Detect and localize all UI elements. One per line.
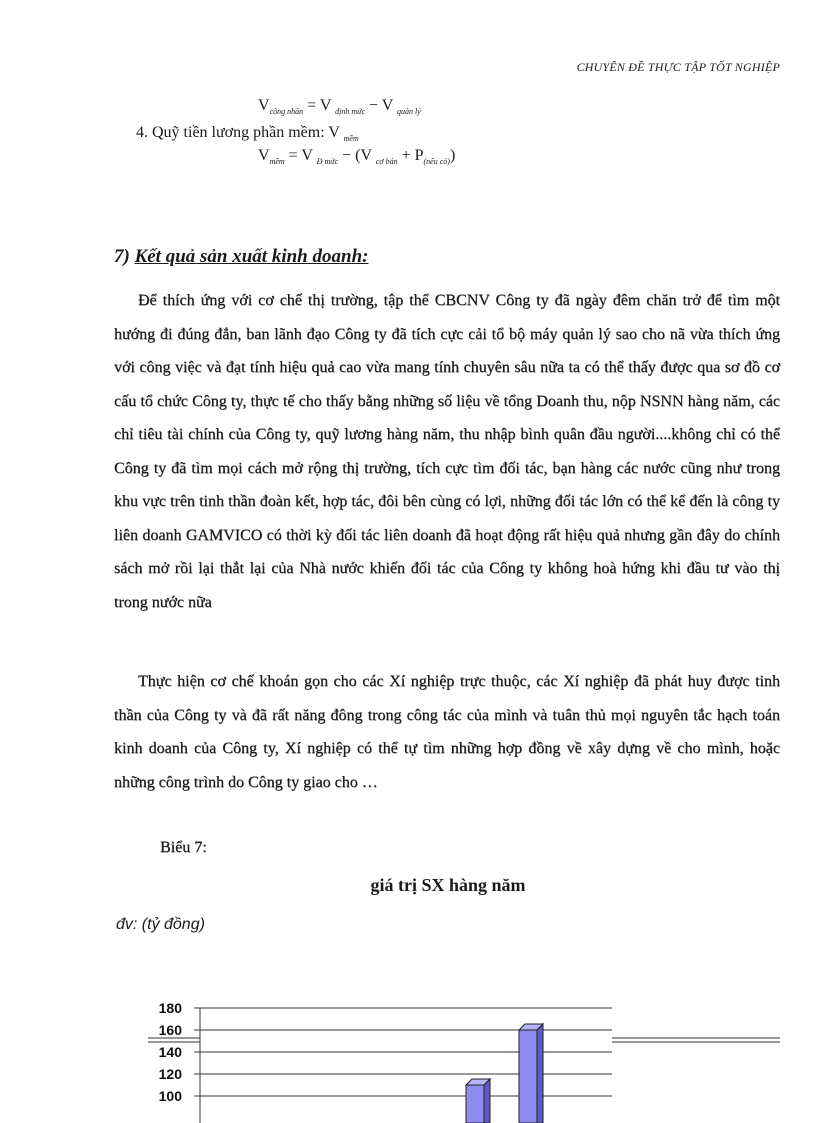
formula-heading-soft-salary: 4. Quỹ tiền lương phần mềm: V $_{mềm}$ bbox=[136, 124, 359, 144]
bar bbox=[519, 1030, 537, 1123]
y-tick-label: 180 bbox=[158, 1000, 182, 1016]
y-tick-label: 140 bbox=[158, 1044, 182, 1060]
section-heading bbox=[114, 246, 368, 268]
bar-side bbox=[537, 1024, 543, 1123]
paragraph-business-results: Để thích ứng với cơ chế thị trường, tập thể CBCNV Công ty đã ngày đêm chăn trở để tìm một hướng đi đúng đắn, ban lãnh đạo Công ty đã tích cực cải tổ bộ máy quản lý sao cho nã vừa thích ứng với công việc và đạt tính hiệu quả cao vừa mang tính chuyên sâu nữa ta có thể thấy được qua sơ đồ cơ cấu tổ chức Công ty, thực tế cho thấy bằng những số liệu về tổng Doanh thu, nộp NSNN hàng năm, các chỉ tiêu tài chính của Công ty, quỹ lương hàng năm, thu nhập bình quân đầu người....không chỉ có thể Công ty đã tìm mọi cách mở rộng thị trường, tích cực tìm đối tác, bạn hàng các nước cũng như trong khu vực trên tinh thần đoàn kết, hợp tác, đôi bên cùng có lợi, những đối tác lớn có thể kể đến là công ty liên doanh GAMVICO có thời kỳ đối tác liên doanh đã hoạt động rất hiệu quả nhưng gần đây do chính sách mở rồi lại thắt lại của Nhà nước khiến đối tác của Công ty không hoà hứng khi đầu tư vào thị trong nước nữa bbox=[114, 292, 780, 611]
formula-salary-workers: $V_{công nhân} = V$ $_{định mức}$ − V $_{quản lý}$ bbox=[258, 97, 421, 117]
bar-side bbox=[484, 1079, 490, 1123]
y-axis-ticks bbox=[159, 1000, 183, 1104]
section-title: Kết quả sản xuất kinh doanh: bbox=[134, 246, 369, 267]
chart-grid bbox=[148, 1008, 780, 1123]
chart-title: giá trị SX hàng năm bbox=[370, 875, 526, 895]
chart-unit: đv: (tỷ đồng) bbox=[116, 916, 205, 933]
y-tick-label: 100 bbox=[158, 1088, 182, 1104]
paragraph-contract-mechanism: Thực hiện cơ chế khoán gọn cho các Xí nghiệp trực thuộc, các Xí nghiệp đã phát huy được tinh thần của Công ty và đã rất năng đông trong công tác của mình và tuân thủ mọi nguyên tắc hạch toán kinh doanh của Công ty, Xí nghiệp có thể tự tìm những hợp đồng về xây dựng về cho mình, hoặc những công trình do Công ty giao cho … bbox=[114, 673, 780, 791]
formula-soft-salary: $V_{mềm} = V$ $_{Đ mức}$ − (V $_{cơ bản} + P_{(nếu có)}$) bbox=[258, 147, 456, 167]
page-header: CHUYÊN ĐỀ THỰC TẬP TỐT NGHIỆP bbox=[576, 60, 780, 74]
bar-chart bbox=[0, 990, 816, 1123]
figure-label: Biểu 7: bbox=[160, 839, 207, 856]
bar bbox=[466, 1085, 484, 1123]
section-number: 7) bbox=[114, 246, 130, 267]
y-tick-label: 120 bbox=[158, 1066, 182, 1082]
y-tick-label: 160 bbox=[158, 1022, 182, 1038]
